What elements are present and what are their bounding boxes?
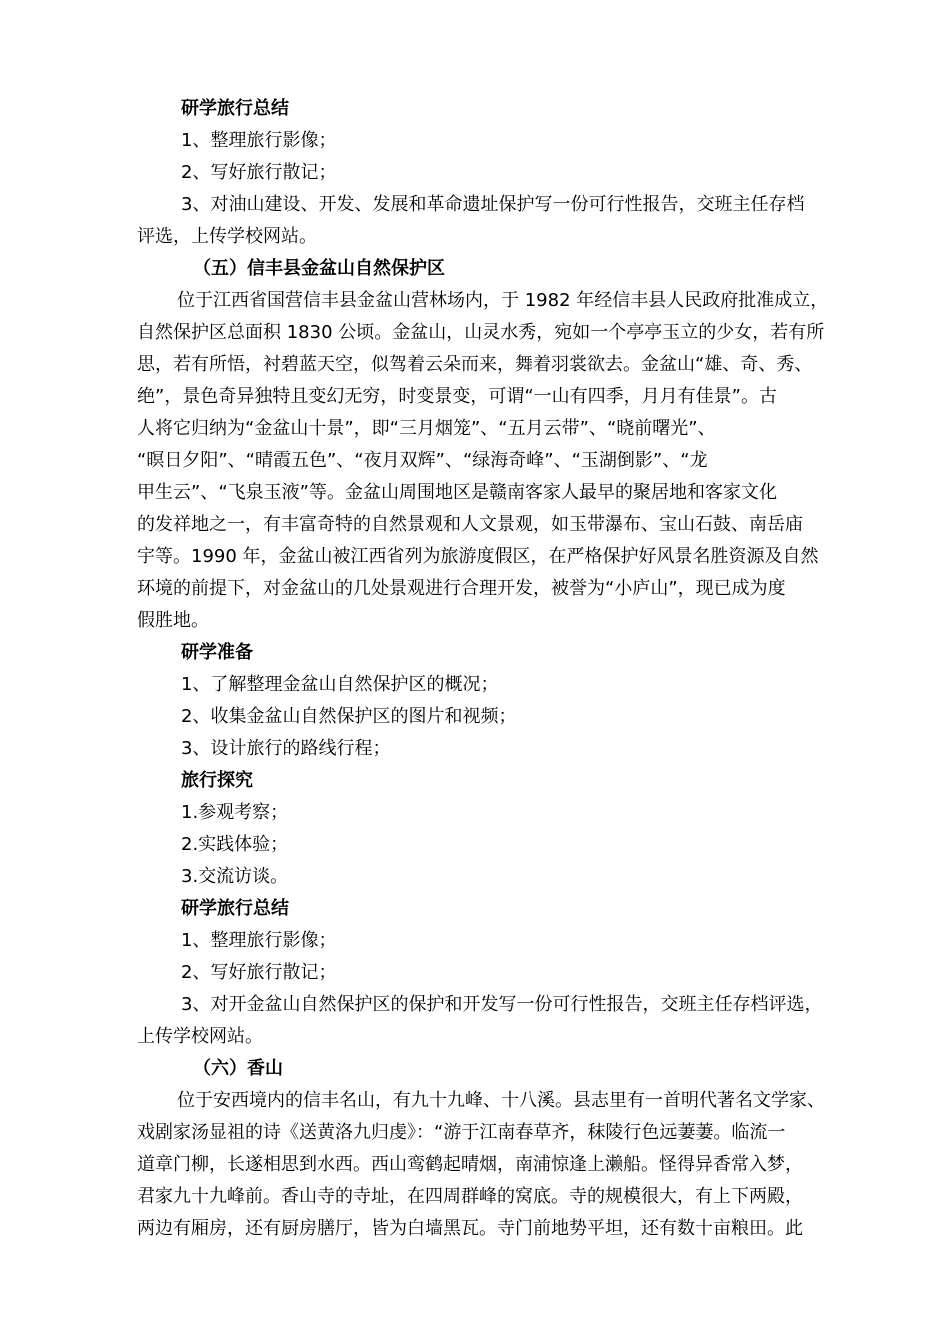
sec5-prep-item-2: 2、收集金盆山自然保护区的图片和视频； xyxy=(181,706,517,727)
sec6-title: （六）香山 xyxy=(193,1058,283,1079)
sec5-prep-heading: 研学准备 xyxy=(181,642,253,663)
sec6-intro-line-4: 君家九十九峰前。香山寺的寺址，在四周群峰的窝底。寺的规模很大，有上下两殿， xyxy=(137,1186,803,1207)
sec5-summary-item-2: 2、写好旅行散记； xyxy=(181,962,337,983)
sec5-summary-heading: 研学旅行总结 xyxy=(181,898,289,919)
sec4-summary-item-3: 3、对油山建设、开发、发展和革命遗址保护写一份可行性报告，交班主任存档 xyxy=(181,194,805,215)
sec5-explore-item-2: 2.实践体验； xyxy=(181,834,289,855)
sec5-explore-item-1: 1.参观考察； xyxy=(181,802,289,823)
sec5-intro-line-11: 假胜地。 xyxy=(137,610,209,631)
sec5-intro-line-10: 环境的前提下，对金盆山的几处景观进行合理开发，被誉为“小庐山”，现已成为度 xyxy=(137,578,786,599)
sec4-summary-item-1: 1、整理旅行影像； xyxy=(181,130,337,151)
sec5-explore-item-3: 3.交流访谈。 xyxy=(181,866,289,887)
sec5-intro-line-5: 人将它归纳为“金盆山十景”，即“三月烟笼”、“五月云带”、“晓前曙光”、 xyxy=(137,418,716,439)
sec5-explore-heading: 旅行探究 xyxy=(181,770,253,791)
sec5-intro-line-8: 的发祥地之一，有丰富奇特的自然景观和人文景观，如玉带瀑布、宝山石鼓、南岳庙 xyxy=(137,514,803,535)
sec5-intro-line-4: 绝”，景色奇异独特且变幻无穷，时变景变，可谓“一山有四季，月月有佳景”。古 xyxy=(137,386,777,407)
sec5-intro-line-7: 甲生云”、“飞泉玉液”等。金盆山周围地区是赣南客家人最早的聚居地和客家文化 xyxy=(137,482,777,503)
sec5-intro-line-9: 宇等。1990 年，金盆山被江西省列为旅游度假区，在严格保护好风景名胜资源及自然 xyxy=(137,546,819,567)
document-page xyxy=(137,93,857,1245)
sec6-intro-line-2: 戏剧家汤显祖的诗《送黄洛九归虔》：“游于江南春草齐，秣陵行色远萋萋。临流一 xyxy=(137,1122,786,1143)
sec6-intro-line-1: 位于安西境内的信丰名山，有九十九峰、十八溪。县志里有一首明代著名文学家、 xyxy=(177,1090,825,1111)
sec5-intro-line-1: 位于江西省国营信丰县金盆山营林场内，于 1982 年经信丰县人民政府批准成立， xyxy=(177,290,829,311)
sec5-summary-item-3-cont: 上传学校网站。 xyxy=(137,1026,263,1047)
sec4-summary-item-3-cont: 评选，上传学校网站。 xyxy=(137,226,317,247)
sec5-summary-item-1: 1、整理旅行影像； xyxy=(181,930,337,951)
sec5-intro-line-6: “暝日夕阳”、“晴霞五色”、“夜月双辉”、“绿海奇峰”、“玉湖倒影”、“龙 xyxy=(137,450,708,471)
sec6-intro-line-3: 道章门柳，长遂相思到水西。西山鸾鹤起晴烟，南浦惊逢上濑船。怪得异香常入梦， xyxy=(137,1154,803,1175)
sec5-prep-item-3: 3、设计旅行的路线行程； xyxy=(181,738,391,759)
sec5-intro-line-2: 自然保护区总面积 1830 公顷。金盆山，山灵水秀，宛如一个亭亭玉立的少女，若有所 xyxy=(137,322,825,343)
sec6-intro-line-5: 两边有厢房，还有厨房膳厅，皆为白墙黑瓦。寺门前地势平坦，还有数十亩粮田。此 xyxy=(137,1218,803,1239)
sec5-prep-item-1: 1、了解整理金盆山自然保护区的概况； xyxy=(181,674,499,695)
sec4-summary-item-2: 2、写好旅行散记； xyxy=(181,162,337,183)
sec5-summary-item-3: 3、对开金盆山自然保护区的保护和开发写一份可行性报告，交班主任存档评选， xyxy=(181,994,823,1015)
sec5-intro-line-3: 思，若有所悟，衬碧蓝天空，似驾着云朵而来，舞着羽裳欲去。金盆山“雄、奇、秀、 xyxy=(137,354,813,375)
sec4-summary-heading: 研学旅行总结 xyxy=(181,98,289,119)
sec5-title: （五）信丰县金盆山自然保护区 xyxy=(193,258,445,279)
